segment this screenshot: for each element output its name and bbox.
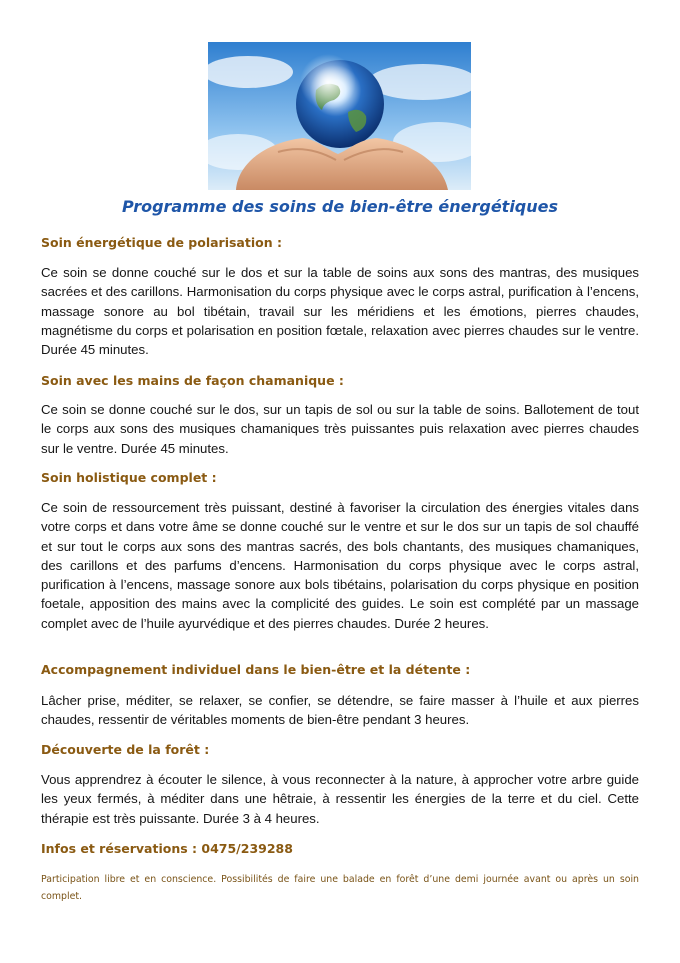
section-heading-holistique: Soin holistique complet : — [41, 470, 217, 485]
contact-phone: 0475/239288 — [201, 841, 293, 856]
section-text-polarisation: Ce soin se donne couché sur le dos et sur la table de soins aux sons des mantras, des musiques sacrées et des carillons. Harmonisation du corps physique avec le corps astral, purification à l’encens, massage sonore au bol tibétain, travail sur les méridiens et les émotions, pierres chaudes, magnétisme du corps et polarisation en position fœtale, relaxation avec pierres chaudes sur le ventre. Durée 45 minutes. — [41, 265, 639, 358]
hands-holding-earth-icon — [208, 42, 471, 190]
section-heading-chamanique: Soin avec les mains de façon chamanique : — [41, 373, 344, 388]
footer-note: Participation libre et en conscience. Possibilités de faire une balade en forêt d’une demi journée avant ou après un soin complet. — [41, 874, 639, 902]
section-text-accompagnement: Lâcher prise, méditer, se relaxer, se confier, se détendre, se faire masser à l’huile et aux pierres chaudes, ressentir de véritables moments de bien-être pendant 3 heures. — [41, 693, 639, 728]
section-heading-foret: Découverte de la forêt : — [41, 742, 210, 757]
page-title: Programme des soins de bien-être énergétiques — [121, 197, 559, 216]
section-heading-accompagnement: Accompagnement individuel dans le bien-être et la détente : — [41, 662, 471, 677]
section-text-foret: Vous apprendrez à écouter le silence, à vous reconnecter à la nature, à approcher votre arbre guide les yeux fermés, à méditer dans une hêtraie, à ressentir les énergies de la terre et du ciel. Cette thérapie est très puissante. Durée 3 à 4 heures. — [41, 772, 639, 826]
hero-image — [208, 42, 471, 190]
contact-line — [41, 841, 293, 856]
section-heading-polarisation: Soin énergétique de polarisation : — [41, 235, 282, 250]
section-text-holistique: Ce soin de ressourcement très puissant, destiné à favoriser la circulation des énergies vitales dans votre corps et dans votre âme se donne couché sur le ventre et sur le dos sur un tapis de sol chauffé et sur tout le corps aux sons des mantras sacrés, des bols chantants, des musiques chamaniques, des carillons et des parfums d’encens. Harmonisation du corps physique avec le corps astral, purification à l’encens, massage sonore aux bols tibétains, polarisation du corps physique en position foetale, apposition des mains avec la complicité des guides. Le soin est complété par un massage complet avec de l’huile ayurvédique et des pierres chaudes. Durée 2 heures. — [41, 500, 639, 631]
contact-label: Infos et réservations : — [41, 841, 198, 856]
section-text-chamanique: Ce soin se donne couché sur le dos, sur un tapis de sol ou sur la table de soins. Ballotement de tout le corps aux sons des musiques chamaniques très puissantes puis relaxation avec pierres chaudes sur le ventre. Durée 45 minutes. — [41, 402, 639, 456]
